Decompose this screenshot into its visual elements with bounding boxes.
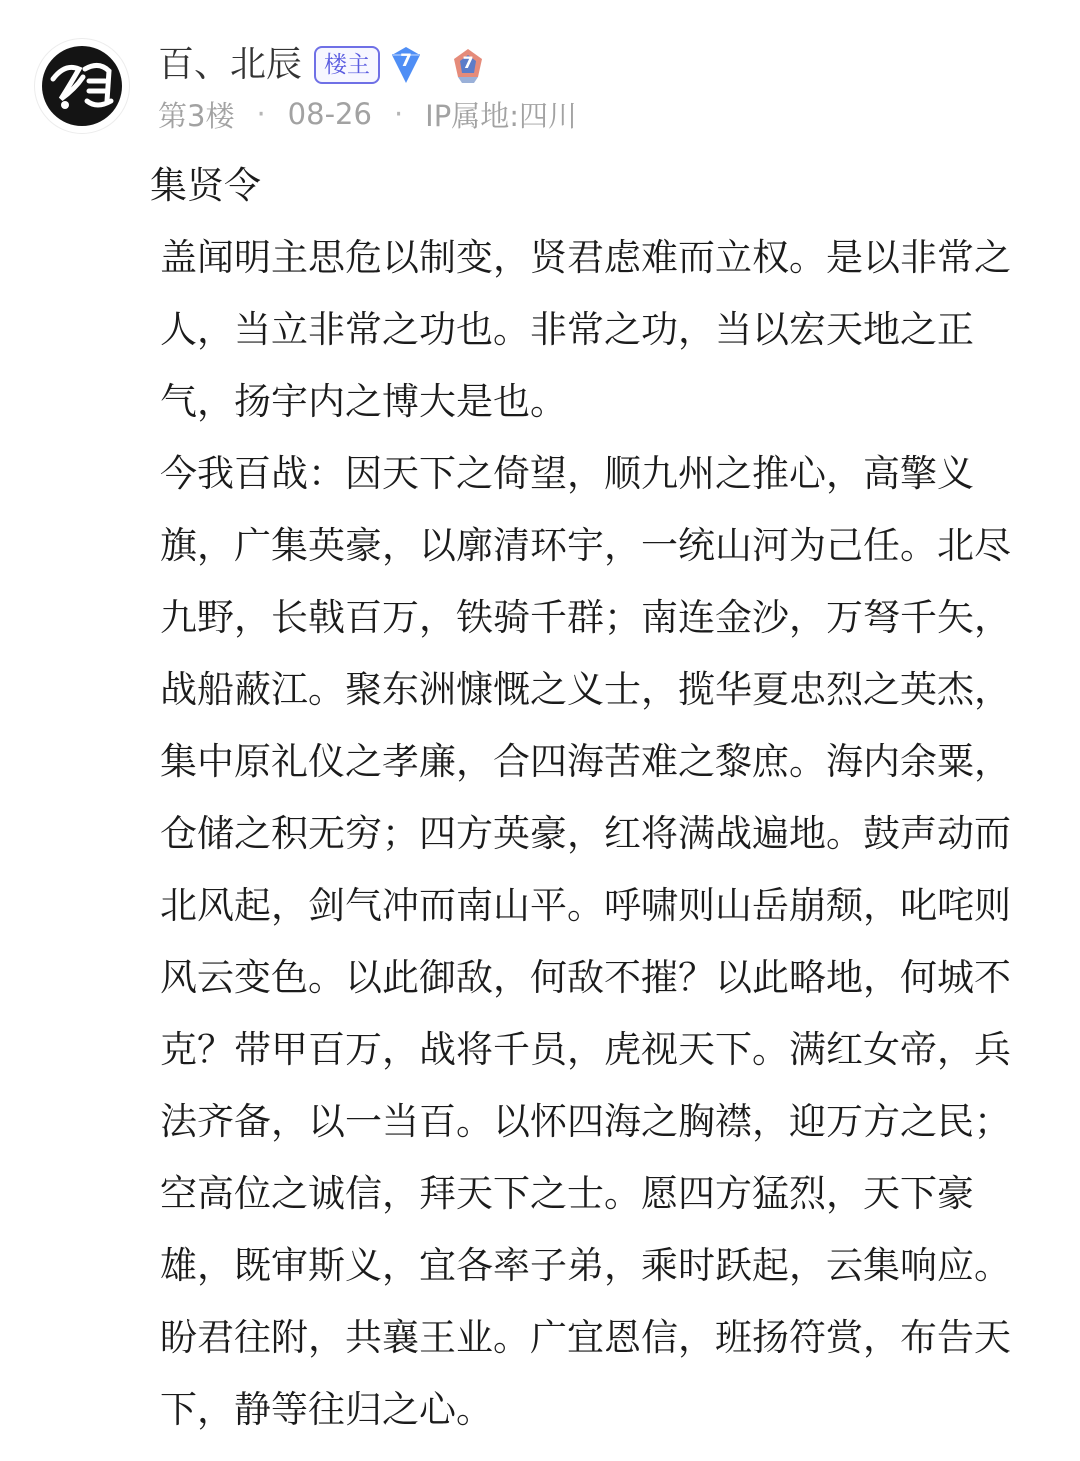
author-name-row [158, 40, 488, 90]
ip-location: IP属地:四川 [425, 98, 577, 133]
post-paragraph: 盖闻明主思危以制变，贤君虑难而立权。是以非常之人，当立非常之功也。非常之功，当以宏天地之正气，扬宇内之博大是也。 [160, 236, 1011, 423]
meta-separator: · [256, 97, 266, 131]
medal-badge[interactable] [448, 45, 488, 85]
avatar-calligraphy-icon [35, 39, 129, 133]
op-badge: 楼主 [314, 46, 380, 84]
meta-separator: · [393, 97, 404, 131]
post-paragraph: 今我百战：因天下之倚望，顺九州之推心，高擎义旗，广集英豪，以廓清环宇，一统山河为己任。北尽九野，长戟百万，铁骑千群；南连金沙，万弩千矢，战船蔽江。聚东洲慷慨之义士，揽华夏忠烈之英杰，集中原礼仪之孝廉，合四海苦难之黎庶。海内余粟，仓储之积无穷；四方英豪，红将满战遍地。鼓声动而北风起，剑气冲而南山平。呼啸则山岳崩颓，叱咤则风云变色。以此御敌，何敌不摧？以此略地，何城不克？带甲百万，战将千员，虎视天下。满红女帝，兵法齐备，以一当百。以怀四海之胸襟，迎万方之民；空高位之诚信，拜天下之士。愿四方猛烈，天下豪雄，既审斯义，宜各率子弟，乘时跃起，云集响应。盼君往附，共襄王业。广宜恩信，班扬符赏，布告天下，静等往归之心。 [160, 452, 1011, 1431]
post-meta [158, 94, 577, 134]
level-badge[interactable] [388, 45, 424, 85]
author-name[interactable]: 百、北辰 [158, 44, 303, 85]
post-body [150, 150, 1042, 1446]
post-date: 08-26 [287, 97, 372, 131]
medal-number: 7 [462, 53, 474, 72]
post-header [34, 38, 1040, 138]
level-number: 7 [400, 51, 412, 71]
author-avatar[interactable] [34, 38, 130, 134]
post-title: 集贤令 [150, 164, 261, 207]
floor-number: 第3楼 [158, 98, 235, 133]
